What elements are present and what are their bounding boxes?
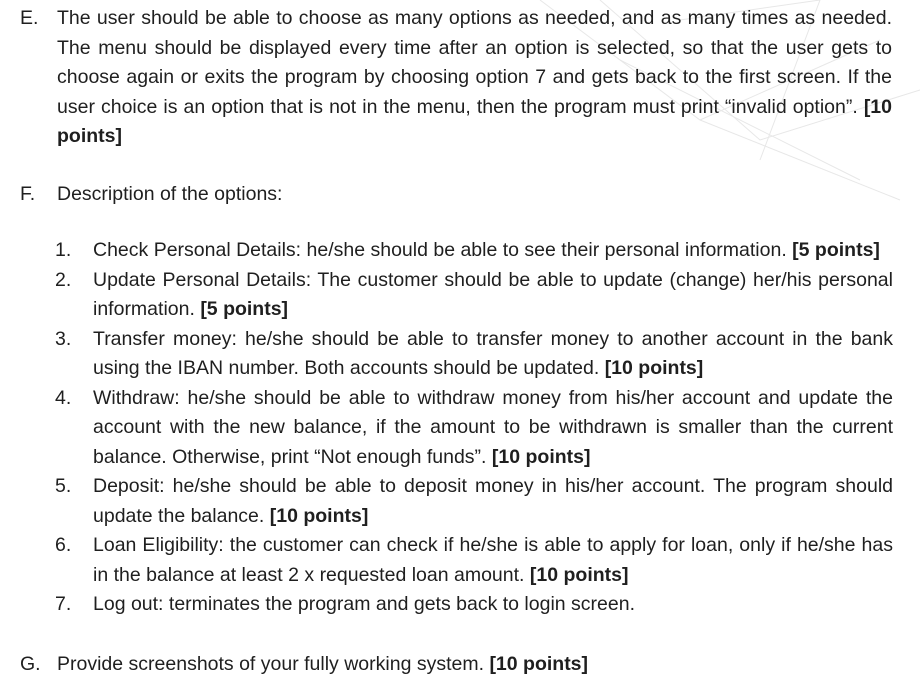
section-f-text: Description of the options: bbox=[57, 183, 283, 205]
section-f-body bbox=[57, 180, 892, 210]
section-g-body bbox=[57, 650, 892, 680]
section-g-text: Provide screenshots of your fully working system. bbox=[57, 653, 485, 675]
option-text: Transfer money: he/she should be able to transfer money to another account in the bank using the IBAN number. Both accounts should be updated. bbox=[93, 327, 893, 379]
option-points: [5 points] bbox=[792, 239, 880, 261]
option-text: Loan Eligibility: the customer can check if he/she is able to apply for loan, only if he/she has in the balance at least 2 x requested loan amount. bbox=[93, 534, 893, 586]
section-e-letter: E. bbox=[20, 7, 39, 29]
option-points: [10 points] bbox=[269, 504, 369, 527]
option-text: Update Personal Details: The customer should be able to update (change) her/his personal information. bbox=[93, 268, 893, 320]
option-points: [10 points] bbox=[604, 357, 704, 379]
option-number: 2. bbox=[55, 268, 72, 291]
section-f bbox=[20, 180, 892, 210]
option-points: [10 points] bbox=[491, 445, 591, 468]
list-item bbox=[55, 590, 893, 620]
section-e-body bbox=[57, 4, 892, 152]
section-e-text: The user should be able to choose as many options as needed, and as many times as needed. The menu should be displayed every time after an option is selected, so that the user gets to choose again or exits the program by choosing option 7 and gets back to the first screen. If the user choice is an option that is not in the menu, then the program must print “invalid option”. bbox=[57, 7, 892, 118]
option-points: [5 points] bbox=[200, 298, 289, 320]
list-item bbox=[55, 472, 893, 531]
option-number: 7. bbox=[55, 593, 72, 615]
section-e-points: [10 points] bbox=[57, 95, 892, 147]
option-text: Check Personal Details: he/she should be able to see their personal information. bbox=[93, 239, 787, 261]
option-text: Withdraw: he/she should be able to withdraw money from his/her account and update the account with the new balance, if the amount to be withdrawn is smaller than the current balance. Otherwise, print “Not enough funds”. bbox=[93, 386, 893, 468]
section-g-letter: G. bbox=[20, 653, 41, 675]
option-number: 4. bbox=[55, 386, 72, 409]
option-number: 5. bbox=[55, 475, 72, 497]
option-number: 3. bbox=[55, 327, 72, 350]
option-text: Log out: terminates the program and gets back to login screen. bbox=[93, 593, 635, 615]
option-number: 6. bbox=[55, 534, 72, 556]
section-f-letter: F. bbox=[20, 183, 36, 205]
section-g bbox=[20, 650, 892, 680]
list-item bbox=[55, 266, 893, 325]
section-e bbox=[20, 4, 892, 152]
options-list bbox=[55, 236, 893, 620]
option-number: 1. bbox=[55, 239, 72, 261]
list-item bbox=[55, 325, 893, 384]
list-item bbox=[55, 236, 893, 266]
option-text: Deposit: he/she should be able to deposit money in his/her account. The program should update the balance. bbox=[93, 475, 893, 527]
section-g-points: [10 points] bbox=[489, 653, 589, 675]
option-points: [10 points] bbox=[529, 563, 629, 586]
list-item bbox=[55, 384, 893, 473]
list-item bbox=[55, 531, 893, 590]
